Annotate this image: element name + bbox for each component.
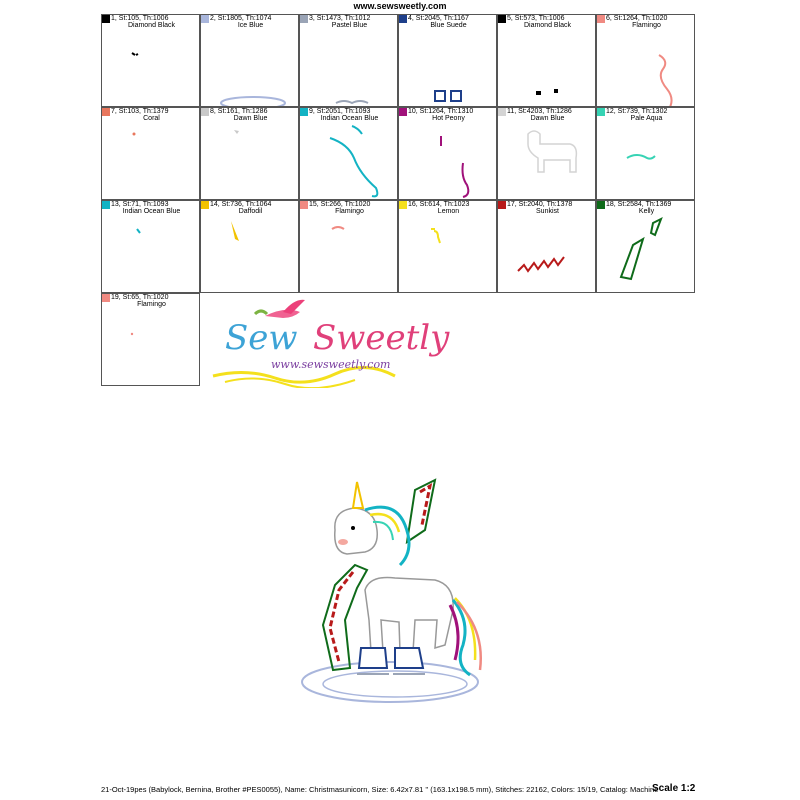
ice-outline xyxy=(302,662,478,702)
logo-word-sweetly: Sweetly xyxy=(313,318,450,358)
unicorn-body xyxy=(365,578,453,653)
color-cell-5 xyxy=(497,14,596,107)
color-cell-11 xyxy=(497,107,596,200)
skate-right xyxy=(395,648,423,668)
unicorn-tail xyxy=(453,600,470,675)
color-header: 15, St:266, Th:1020 xyxy=(309,201,371,208)
color-header: 17, St:2040, Th:1378 xyxy=(507,201,573,208)
color-cell-12 xyxy=(596,107,695,200)
unicorn-horn xyxy=(353,482,363,508)
thread-name: Dawn Blue xyxy=(530,115,565,122)
color-cell-13 xyxy=(101,200,200,293)
thread-name: Flamingo xyxy=(335,208,364,215)
color-header: 16, St:614, Th:1023 xyxy=(408,201,470,208)
color-header: 8, St:161, Th:1286 xyxy=(210,108,268,115)
thread-name: Diamond Black xyxy=(127,22,176,29)
footer-info: 21-Oct-19pes (Babylock, Bernina, Brother #PES0055), Name: Christmasunicorn, Size: 6.42x7.81 '' (163.1x198.5 mm), Stitches: 22162, Colors: 15/19, Catalog: Machine xyxy=(101,785,659,794)
color-header: 11, St:4203, Th:1286 xyxy=(507,108,572,115)
color-header: 7, St:103, Th:1379 xyxy=(111,108,169,115)
logo-word-sew: Sew xyxy=(225,318,298,358)
color-header: 13, St:71, Th:1093 xyxy=(111,201,169,208)
thread-name: Blue Suede xyxy=(430,22,467,29)
color-cell-3 xyxy=(299,14,398,107)
color-cell-18 xyxy=(596,200,695,293)
thread-name: Indian Ocean Blue xyxy=(320,115,379,122)
thread-name: Diamond Black xyxy=(523,22,572,29)
color-header: 12, St:739, Th:1302 xyxy=(606,108,668,115)
color-header: 18, St:2584, Th:1369 xyxy=(606,201,672,208)
color-header: 5, St:573, Th:1006 xyxy=(507,15,565,22)
color-header: 14, St:736, Th:1064 xyxy=(210,201,272,208)
color-cell-1 xyxy=(101,14,200,107)
sewsweetly-logo xyxy=(205,298,450,388)
color-chart-grid xyxy=(101,14,698,308)
logo-url: www.sewsweetly.com xyxy=(271,358,391,371)
color-header: 2, St:1805, Th:1074 xyxy=(210,15,272,22)
color-cell-17 xyxy=(497,200,596,293)
thread-name: Lemon xyxy=(437,208,460,215)
color-header: 10, St:1264, Th:1310 xyxy=(408,108,474,115)
color-header: 4, St:2045, Th:1167 xyxy=(408,15,469,22)
color-header: 3, St:1473, Th:1012 xyxy=(309,15,371,22)
color-cell-8 xyxy=(200,107,299,200)
thread-name: Kelly xyxy=(638,208,655,215)
color-header: 6, St:1264, Th:1020 xyxy=(606,15,668,22)
color-cell-6 xyxy=(596,14,695,107)
thread-name: Daffodil xyxy=(238,208,263,215)
thread-name: Hot Peony xyxy=(432,115,465,122)
color-cell-10 xyxy=(398,107,497,200)
color-header: 19, St:65, Th:1020 xyxy=(111,294,169,301)
color-cell-4 xyxy=(398,14,497,107)
thread-name: Dawn Blue xyxy=(233,115,268,122)
color-cell-7 xyxy=(101,107,200,200)
embroidery-design-preview xyxy=(295,470,510,710)
site-url[interactable]: www.sewsweetly.com xyxy=(353,1,447,11)
color-cell-2 xyxy=(200,14,299,107)
color-cell-16 xyxy=(398,200,497,293)
thread-name: Ice Blue xyxy=(237,22,264,29)
color-cell-15 xyxy=(299,200,398,293)
thread-name: Pale Aqua xyxy=(630,115,663,122)
color-cell-19 xyxy=(101,293,200,386)
thread-name: Coral xyxy=(143,115,160,122)
thread-name: Sunkist xyxy=(536,208,559,215)
skate-left xyxy=(359,648,387,668)
color-header: 1, St:105, Th:1006 xyxy=(111,15,169,22)
thread-name: Indian Ocean Blue xyxy=(122,208,181,215)
scale-label: Scale 1:2 xyxy=(652,783,696,794)
thread-name: Flamingo xyxy=(632,22,661,29)
thread-name: Flamingo xyxy=(137,301,166,308)
color-header: 9, St:2051, Th:1093 xyxy=(309,108,371,115)
color-cell-9 xyxy=(299,107,398,200)
thread-name: Pastel Blue xyxy=(331,22,368,29)
color-cell-14 xyxy=(200,200,299,293)
